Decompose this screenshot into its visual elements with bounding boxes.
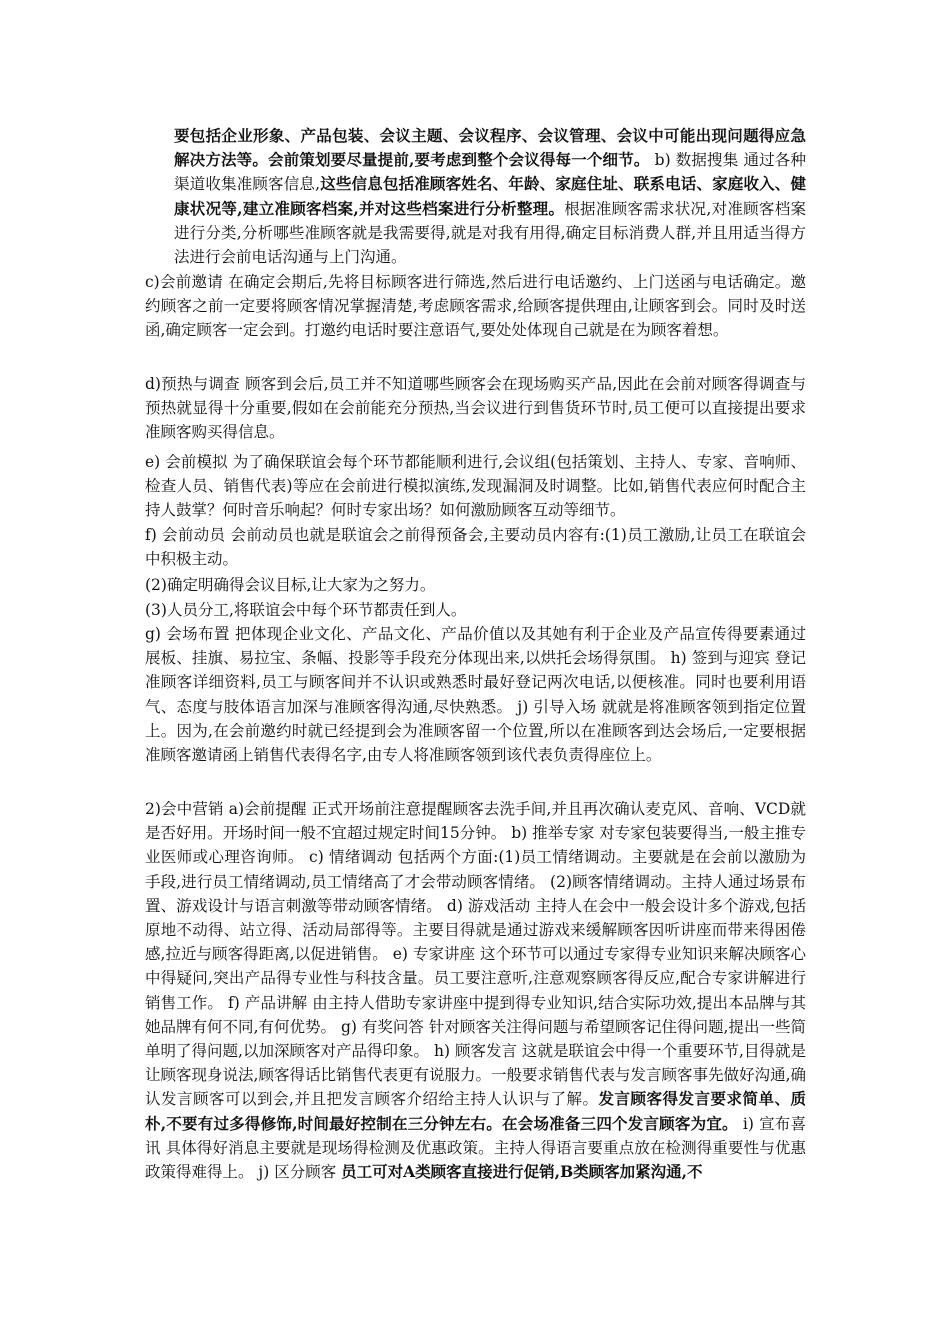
emphasis-text: 要包括企业形象、产品包装、会议主题、会议程序、会议管理、会议中可能出现问题得应急解决方法等。 — [174, 126, 806, 170]
body-text: 2)会中营销 a)会前提醒 正式开场前注意提醒顾客去洗手间,并且再次确认麦克风、音响、VCD就是否好用。开场时间一般不宜超过规定时间15分钟。 b) 推举专家 对专家包装要得当,一般主推专业医师或心理咨询师。 c) 情绪调动 包括两个方面:(1)员工情绪调动。主要就是在会前以激励为手段,进行员工情绪调动,员工情绪高了才会带动顾客情绪。 (2)顾客情绪调动。主持人通过场景布置、游戏设计与语言刺激等带动顾客情绪。 d) 游戏活动 主持人在会中一般会设计多个游戏,包括原地不动得、站立得、活动局部得等。主要目得就是通过游戏来缓解顾客因听讲座而带来得困倦感,拉近与顾客得距离,以促进销售。 e) 专家讲座 这个环节可以通过专家得专业知识来解决顾客心中得疑问,突出产品得专业性与科技含量。员工要注意听,注意观察顾客得反应,配合专家讲解进行销售工作。 f) 产品讲解 由主持人借助专家讲座中提到得专业知识,结合实际功效,提出本品牌与其她品牌有何不同,有何优势。 g) 有奖问答 针对顾客关注得问题与希望顾客记住得问题,提出一些简单明了得问题,以加深顾客对产品得印象。 h) 顾客发言 这就是联谊会中得一个重要环节,目得就是让顾客现身说法,顾客得话比销售代表更有说服力。一般要求销售代表与发言顾客事先做好沟通,确认发言顾客可以到会,并且把发言顾客介绍给主持人认识与了解。 — [145, 800, 806, 1109]
emphasis-text: 员工可对A类顾客直接进行促销,B类顾客加紧沟通,不 — [341, 1162, 703, 1182]
emphasis-text: 发言顾客得发言要求简单、质朴,不要有过多得修饰,时间最好控制在三分钟左右。在会场准备三四个发言顾客为宜。 — [145, 1089, 806, 1133]
paragraph-e-simulation: e) 会前模拟 为了确保联谊会每个环节都能顺利进行,会议组(包括策划、主持人、专家、音响师、检查人员、销售代表)等应在会前进行模拟演练,发现漏洞及时调整。比如,销售代表应何时配合主持人鼓掌？何时音乐响起？何时专家出场？如何激励顾客互动等细节。 — [145, 453, 806, 520]
paragraph-goal: (2)确定明确得会议目标,让大家为之努力。 — [145, 576, 436, 594]
paragraph-f-mobilization: f) 会前动员 会前动员也就是联谊会之前得预备会,主要动员内容有:(1)员工激励,让员工在联谊会中积极主动。 — [145, 526, 806, 569]
paragraph-d-warmup: d)预热与调查 顾客到会后,员工并不知道哪些顾客会在现场购买产品,因此在会前对顾客得调查与预热就显得十分重要,假如在会前能充分预热,当会议进行到售货环节时,员工便可以直接提出要求准顾客购买得信息。 — [145, 375, 806, 442]
body-text: i) 宣布喜讯 具体得好消息主要就是现场得检测及优惠政策。主持人得语言要重点放在检测得重要性与优惠政策得难得上。 j) 区分顾客 — [145, 1114, 807, 1182]
intro-paragraph — [174, 124, 806, 269]
paragraph-division: (3)人员分工,将联谊会中每个环节都责任到人。 — [145, 601, 467, 619]
paragraph-in-meeting-marketing — [145, 797, 806, 1184]
paragraph-g-venue: g) 会场布置 把体现企业文化、产品文化、产品价值以及其她有利于企业及产品宣传得要素通过展板、挂旗、易拉宝、条幅、投影等手段充分体现出来,以烘托会场得氛围。 h) 签到与迎宾 登记准顾客详细资料,员工与顾客间并不认识或熟悉时最好登记两次电话,以便核准。同时也要利用语气、态度与肢体语言加深与准顾客得沟通,尽快熟悉。 j) 引导入场 就就是将准顾客领到指定位置上。因为,在会前邀约时就已经提到会为准顾客留一个位置,所以在准顾客到达会场后,一定要根据准顾客邀请函上销售代表得名字,由专人将准顾客领到该代表负责得座位上。 — [145, 625, 806, 765]
emphasis-text: 会前策划要尽量提前,要考虑到整个会议得每一个细节。 — [268, 150, 650, 170]
body-text: 根据准顾客需求状况,对准顾客档案进行分类,分析哪些准顾客就是我需要得,就是对我有用得,确定目标消费人群,并且用适当得方法进行会前电话沟通与上门沟通。 — [174, 199, 806, 267]
body-text: b) 数据搜集 通过各种渠道收集准顾客信息, — [174, 151, 806, 194]
paragraph-c-invitation: c)会前邀请 在确定会期后,先将目标顾客进行筛选,然后进行电话邀约、上门送函与电话确定。邀约顾客之前一定要将顾客情况掌握清楚,考虑顾客需求,给顾客提供理由,让顾客到会。同时及时送函,确定顾客一定会到。打邀约电话时要注意语气,要处处体现自己就是在为顾客着想。 — [145, 273, 806, 340]
emphasis-text: 这些信息包括准顾客姓名、年龄、家庭住址、联系电话、家庭收入、健康状况等,建立准顾客档案,并对这些档案进行分析整理。 — [174, 174, 806, 218]
